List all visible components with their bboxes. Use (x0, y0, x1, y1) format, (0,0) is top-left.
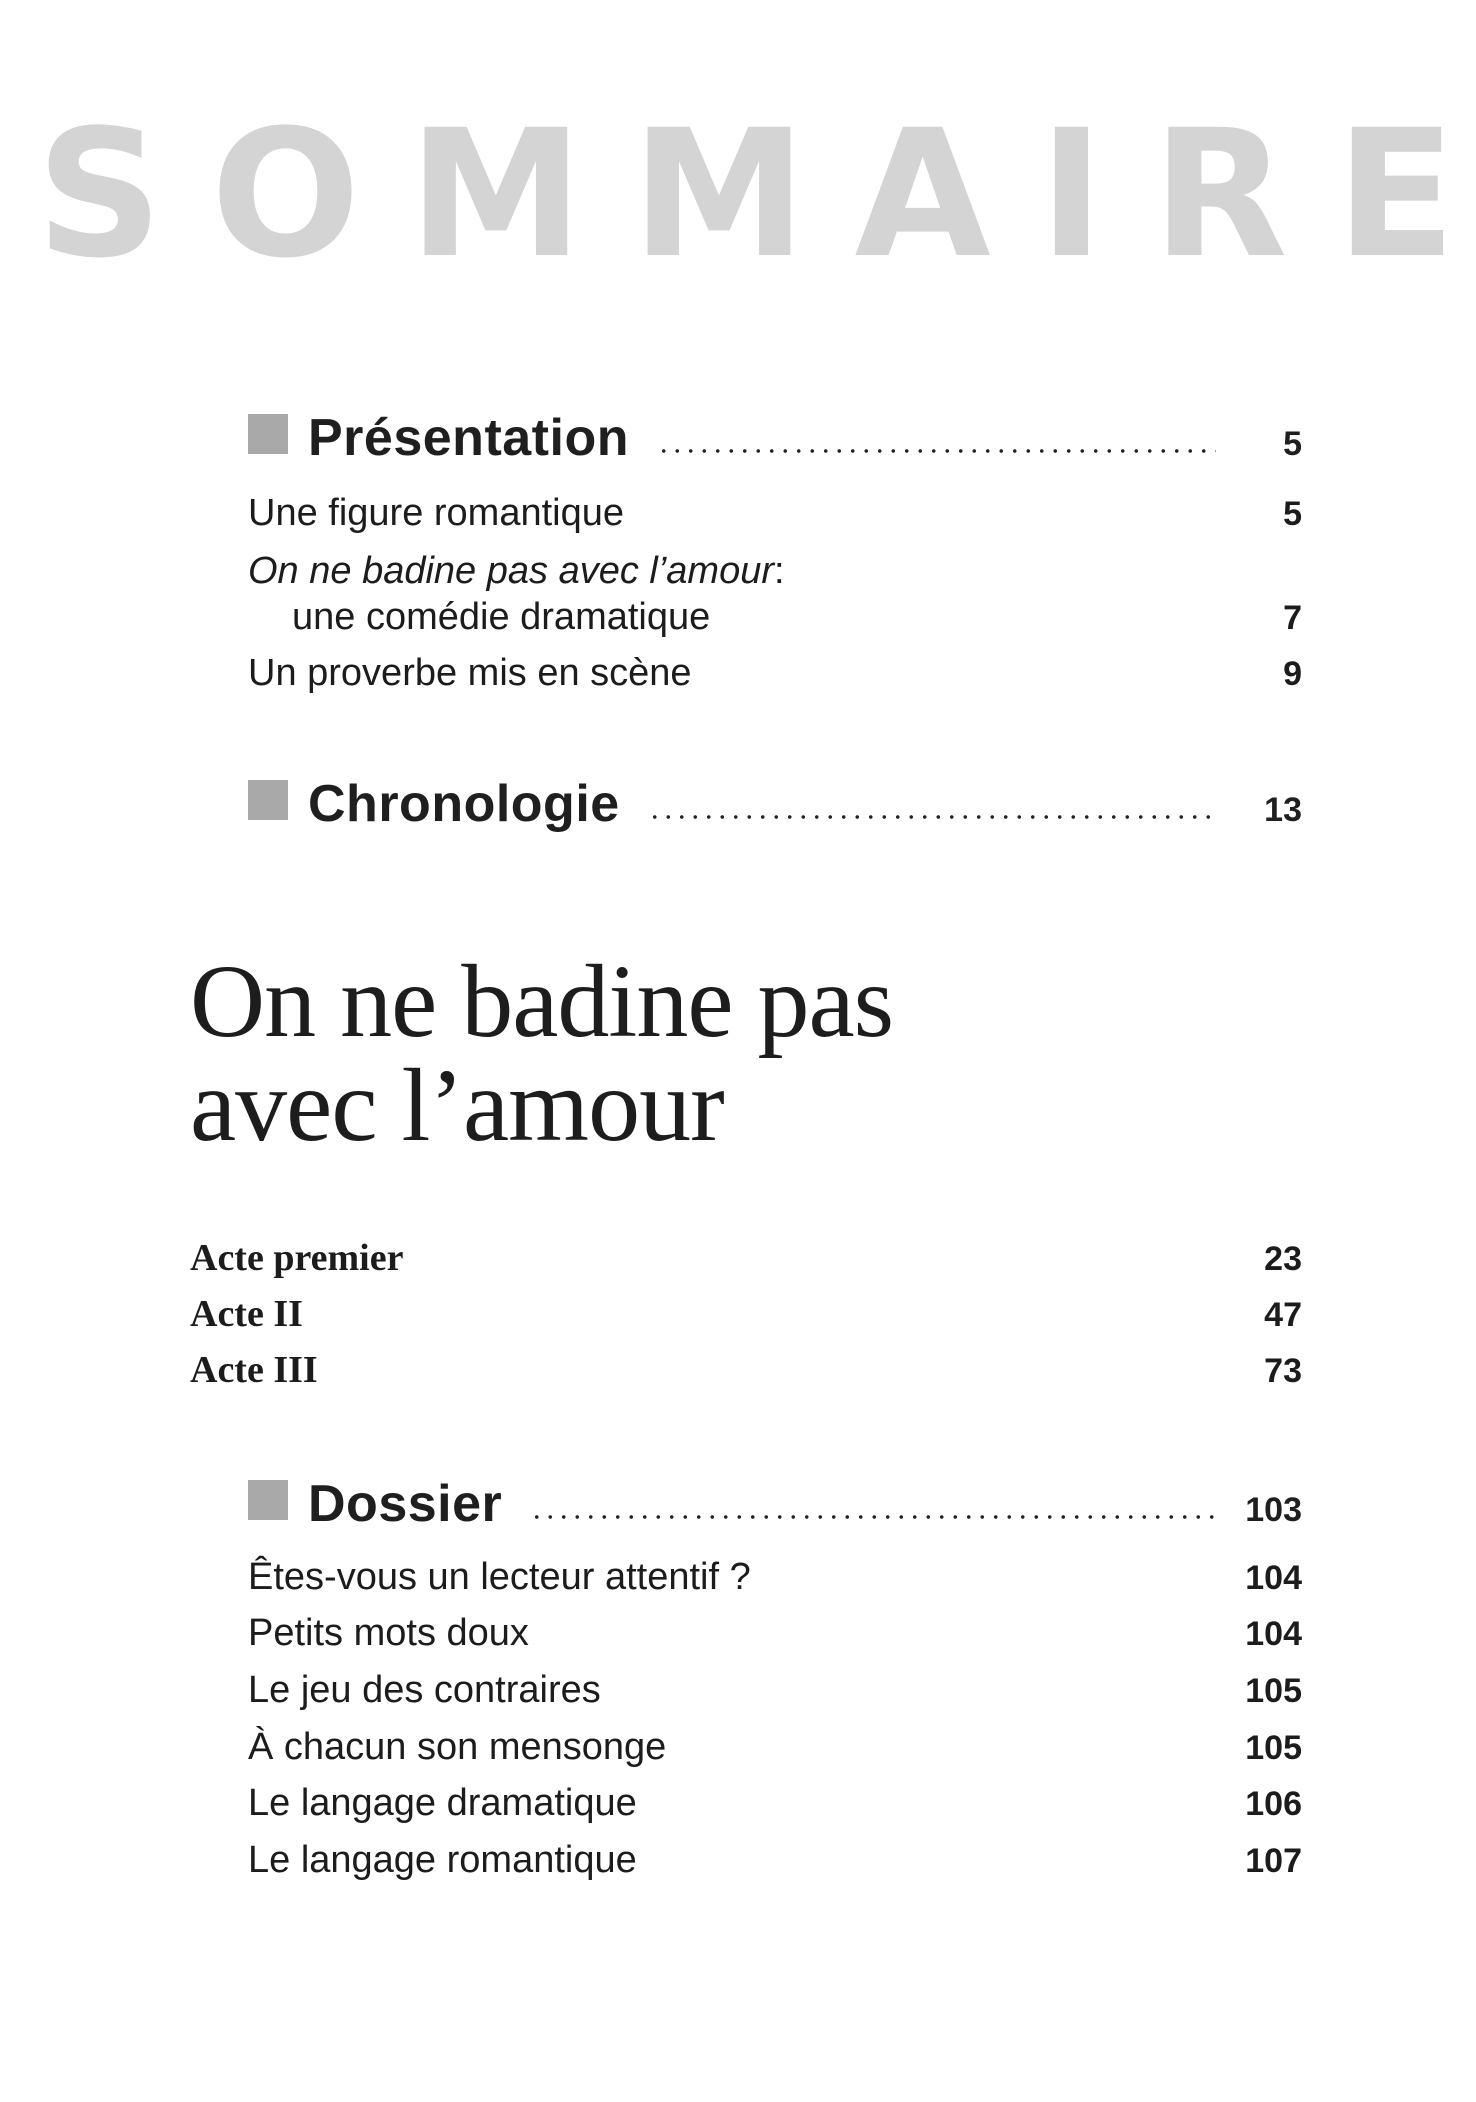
entry-label-suffix: : (774, 550, 785, 592)
section-title: Dossier (308, 1475, 503, 1533)
section-bullet-icon (248, 414, 288, 454)
page-number: 107 (1245, 1842, 1302, 1880)
page-number: 13 (1264, 791, 1302, 829)
page-title-letter: S (36, 92, 163, 297)
page-title-letter: M (408, 92, 584, 297)
section-bullet-icon (248, 780, 288, 820)
toc-section-chronologie[interactable] (248, 774, 1302, 834)
page-number: 7 (1283, 599, 1302, 637)
entry-label: Le jeu des contraires (248, 1669, 601, 1711)
page-number: 106 (1245, 1785, 1302, 1823)
toc-section-presentation[interactable] (248, 408, 1302, 468)
entry-label: Le langage romantique (248, 1839, 637, 1881)
page-number: 104 (1245, 1559, 1302, 1597)
page-number: 73 (1264, 1352, 1302, 1390)
entry-label: Un proverbe mis en scène (248, 652, 692, 694)
entry-label: une comédie dramatique (292, 596, 711, 638)
page-title-letter: R (1152, 92, 1288, 297)
page-title-letter: E (1335, 92, 1456, 297)
toc-entry[interactable] (248, 652, 1302, 695)
page-number: 5 (1283, 495, 1302, 533)
play-title-line: avec l’amour (190, 1048, 724, 1163)
page-title-letter: O (210, 92, 361, 297)
act-label: Acte II (190, 1293, 303, 1335)
toc-entry[interactable] (248, 1669, 1302, 1712)
page-number: 9 (1283, 655, 1302, 693)
act-label: Acte premier (190, 1237, 404, 1279)
toc-entry[interactable] (248, 1612, 1302, 1655)
entry-label: Êtes-vous un lecteur attentif ? (248, 1556, 751, 1598)
page-title-letter: A (854, 92, 991, 297)
dot-leader (657, 448, 1216, 454)
toc-act[interactable] (190, 1292, 1302, 1336)
entry-label: Une figure romantique (248, 492, 624, 534)
act-label: Acte III (190, 1349, 318, 1391)
toc-entry[interactable] (248, 550, 1302, 593)
dot-leader (648, 814, 1216, 820)
section-title: Présentation (308, 409, 629, 467)
play-title-line: On ne badine pas (190, 944, 894, 1059)
page-number: 103 (1245, 1491, 1302, 1529)
toc-entry[interactable] (248, 492, 1302, 535)
dot-leader (530, 1514, 1216, 1520)
entry-label: Petits mots doux (248, 1612, 529, 1654)
play-title (190, 944, 894, 1163)
entry-label: Le langage dramatique (248, 1782, 637, 1824)
page-title (36, 92, 1456, 297)
entry-label-italic: On ne badine pas avec l’amour (248, 550, 774, 592)
toc-section-dossier[interactable] (248, 1474, 1302, 1534)
section-bullet-icon (248, 1480, 288, 1520)
page-number: 105 (1245, 1729, 1302, 1767)
section-title: Chronologie (308, 775, 620, 833)
toc-act[interactable] (190, 1348, 1302, 1392)
toc-entry[interactable] (248, 1556, 1302, 1599)
page-number: 105 (1245, 1672, 1302, 1710)
toc-entry[interactable] (248, 1839, 1302, 1882)
page-number: 5 (1283, 425, 1302, 463)
page-title-letter: I (1038, 92, 1105, 297)
toc-entry[interactable] (248, 1782, 1302, 1825)
page-title-letter: M (631, 92, 807, 297)
page-number: 104 (1245, 1615, 1302, 1653)
toc-entry-continued[interactable] (248, 596, 1302, 639)
toc-entry[interactable] (248, 1726, 1302, 1769)
page-number: 47 (1264, 1296, 1302, 1334)
page-number: 23 (1264, 1240, 1302, 1278)
toc-act[interactable] (190, 1236, 1302, 1280)
entry-label: À chacun son mensonge (248, 1726, 667, 1768)
